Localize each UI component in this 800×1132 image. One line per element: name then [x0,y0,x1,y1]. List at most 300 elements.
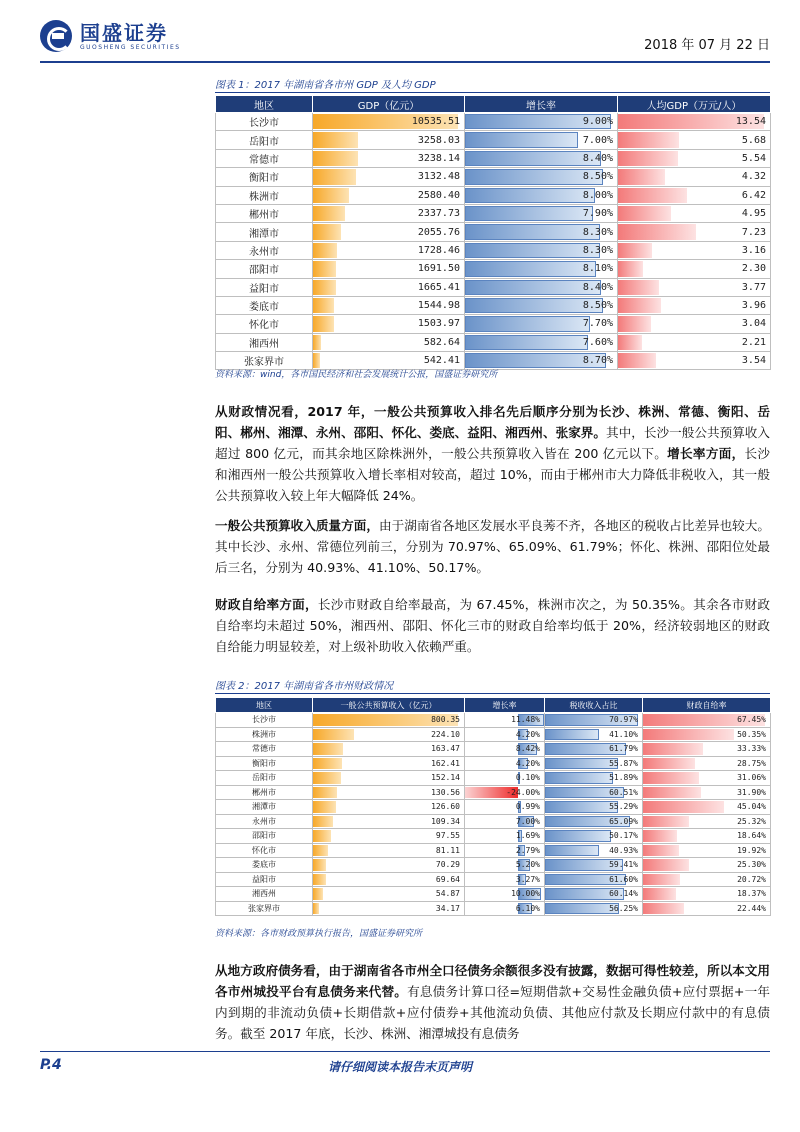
rev-bar [313,903,319,915]
page-number: P.4 [40,1057,62,1073]
rev-value: 109.34 [431,816,460,826]
gdp-cell [313,260,465,278]
rev-cell [313,901,465,916]
rev-cell [313,713,465,728]
growth-value: 0.10% [515,773,540,783]
self-bar [643,743,703,755]
growth-cell [465,872,545,887]
gdp-bar [313,243,337,258]
figure1-table [215,95,771,370]
gdp-cell [313,113,465,131]
region-cell: 株洲市 [216,727,313,742]
self-cell [643,771,771,786]
gdp-bar [313,316,334,331]
self-value: 25.32% [737,816,766,826]
growth-cell [465,771,545,786]
gdp-bar [313,151,358,166]
rev-bar [313,729,354,741]
rev-cell [313,800,465,815]
self-bar [643,903,684,915]
self-cell [643,727,771,742]
region-cell: 湘潭市 [216,223,313,241]
growth-value: 8.70% [582,355,613,367]
rev-cell [313,727,465,742]
pc-bar [618,224,696,239]
growth-value: 1.69% [515,831,540,841]
table-row [216,223,771,241]
pc-value: 5.54 [741,152,766,164]
region-cell: 张家界市 [216,352,313,370]
rev-bar [313,787,337,799]
region-cell: 益阳市 [216,872,313,887]
gdp-bar [313,132,358,147]
pc-value: 6.42 [741,189,766,201]
rev-bar [313,859,326,871]
rev-bar [313,758,342,770]
growth-cell [465,131,618,149]
rev-cell [313,829,465,844]
growth-cell [465,168,618,186]
growth-cell [465,887,545,902]
gdp-cell [313,149,465,167]
self-cell [643,713,771,728]
rev-value: 126.60 [431,802,460,812]
tax-bar [545,772,613,784]
report-date: 2018 年 07 月 22 日 [644,38,770,53]
gdp-value: 1544.98 [417,300,460,312]
pc-cell [618,131,771,149]
region-cell: 湘潭市 [216,800,313,815]
growth-cell [465,713,545,728]
table-row [216,742,771,757]
gdp-bar [313,298,334,313]
pc-value: 13.54 [735,116,766,128]
growth-value: 11.48% [511,715,540,725]
gdp-bar [313,169,356,184]
growth-bar [465,151,601,166]
growth-value: 4.20% [515,729,540,739]
pc-cell [618,149,771,167]
pc-bar [618,243,652,258]
rev-value: 70.29 [435,860,460,870]
pc-bar [618,261,643,276]
header-divider [40,61,770,63]
tax-value: 40.93% [609,845,638,855]
table-row [216,771,771,786]
tax-value: 50.17% [609,831,638,841]
gdp-bar [313,206,345,221]
growth-cell [465,223,618,241]
column-header: GDP（亿元） [313,96,465,113]
self-value: 28.75% [737,758,766,768]
pc-value: 2.21 [741,336,766,348]
growth-cell [465,901,545,916]
growth-value: 8.50% [582,171,613,183]
tax-value: 61.79% [609,744,638,754]
table-row [216,785,771,800]
region-cell: 长沙市 [216,713,313,728]
pc-bar [618,280,659,295]
growth-cell [465,149,618,167]
column-header: 增长率 [465,96,618,113]
gdp-bar [313,224,341,239]
tax-cell [545,756,643,771]
gdp-value: 2055.76 [417,226,460,238]
table-row [216,241,771,259]
gdp-cell [313,186,465,204]
guosheng-logo-icon [40,20,72,52]
rev-bar [313,772,341,784]
self-bar [643,830,677,842]
self-bar [643,874,680,886]
self-bar [643,801,724,813]
growth-value: 2.79% [515,845,540,855]
column-header: 人均GDP（万元/人） [618,96,771,113]
growth-value: 7.70% [582,318,613,330]
pc-bar [618,206,671,221]
growth-cell [465,756,545,771]
self-value: 25.30% [737,860,766,870]
table-row [216,901,771,916]
gdp-value: 1665.41 [417,281,460,293]
gdp-value: 542.41 [423,355,460,367]
gdp-value: 2580.40 [417,189,460,201]
gdp-bar [313,188,349,203]
pc-cell [618,296,771,314]
pc-bar [618,188,687,203]
rev-cell [313,742,465,757]
tax-bar [545,845,599,857]
rev-cell [313,814,465,829]
pc-bar [618,316,651,331]
tax-cell [545,713,643,728]
growth-value: 0.99% [515,802,540,812]
tax-bar [545,758,618,770]
growth-cell [465,785,545,800]
company-name-en: GUOSHENG SECURITIES [80,43,181,51]
rev-cell [313,843,465,858]
self-cell [643,901,771,916]
self-cell [643,858,771,873]
pc-cell [618,260,771,278]
tax-value: 60.51% [609,787,638,797]
column-header: 一般公共预算收入（亿元） [313,698,465,713]
region-cell: 娄底市 [216,858,313,873]
self-bar [643,816,689,828]
growth-value: 9.00% [582,116,613,128]
column-header: 财政自给率 [643,698,771,713]
growth-value: 4.20% [515,758,540,768]
rev-cell [313,858,465,873]
gdp-bar [313,280,336,295]
tax-cell [545,771,643,786]
pc-bar [618,169,665,184]
pc-cell [618,113,771,131]
growth-cell [465,113,618,131]
growth-value: 8.30% [582,244,613,256]
table-row [216,168,771,186]
region-cell: 益阳市 [216,278,313,296]
tax-bar [545,903,619,915]
paragraph-bold-lead: 一般公共预算收入质量方面， [215,518,379,533]
rev-bar [313,743,343,755]
paragraph-bold-lead: 从财政情况看，2017 年，一般公共预算收入排名先后顺序分别为长沙、株洲、常德、衡阳、岳阳、郴州、湘潭、永州、邵阳、怀化、娄底、益阳、湘西州、张家界。 [215,404,770,440]
rev-value: 800.35 [431,715,460,725]
pc-cell [618,223,771,241]
rev-bar [313,845,328,857]
figure2-table [215,697,771,916]
growth-bar [465,261,596,276]
table-header-row [216,698,771,713]
growth-bar [465,280,601,295]
page-header [40,16,770,56]
growth-value: 8.30% [582,226,613,238]
growth-cell [465,296,618,314]
region-cell: 郴州市 [216,204,313,222]
tax-bar [545,830,611,842]
paragraph-revenue-quality [215,515,770,578]
pc-value: 4.32 [741,171,766,183]
tax-bar [545,729,599,741]
tax-cell [545,785,643,800]
figure1-title-divider [215,92,770,93]
growth-bar [465,316,590,331]
tax-cell [545,800,643,815]
table-row [216,131,771,149]
growth-value: 8.42% [515,744,540,754]
self-value: 20.72% [737,874,766,884]
region-cell: 怀化市 [216,315,313,333]
paragraph-text: 长沙市财政自给率最高，为 67.45%，株洲市次之，为 50.35%。其余各市财政自给率均未超过 50%，湘西州、邵阳、怀化三市的财政自给率均低于 20%，经济较弱地区的财政自给能力明显较差，对上级补助收入依赖严重。 [215,597,771,654]
gdp-cell [313,333,465,351]
paragraph-text: 长沙和湘西州一般公共预算收入增长率相对较高，超过 10%，而由于郴州市大力降低非税收入，其一般公共预算收入较上年大幅降低 24%。 [215,446,771,503]
growth-bar [465,335,588,350]
growth-value: 8.40% [582,281,613,293]
paragraph-bold-lead: 增长率方面， [667,446,745,461]
self-value: 19.92% [737,845,766,855]
self-value: 18.37% [737,889,766,899]
self-value: 31.06% [737,773,766,783]
figure2-source: 资料来源：各市财政预算执行报告，国盛证券研究所 [215,929,423,939]
growth-cell [465,858,545,873]
self-cell [643,785,771,800]
growth-bar [465,243,600,258]
tax-value: 56.25% [609,903,638,913]
paragraph-text: 其中，长沙一般公共预算收入超过 800 亿元，而其余地区除株洲外，一般公共预算收入皆在 200 亿元以下。 [215,425,771,461]
table-row [216,260,771,278]
figure1-source: 资料来源：wind，各市国民经济和社会发展统计公报，国盛证券研究所 [215,370,498,380]
tax-value: 51.89% [609,773,638,783]
gdp-cell [313,315,465,333]
table-row [216,315,771,333]
table-row [216,713,771,728]
pc-cell [618,204,771,222]
tax-value: 61.60% [609,874,638,884]
rev-value: 130.56 [431,787,460,797]
table-row [216,278,771,296]
growth-cell [465,333,618,351]
rev-bar [313,874,326,886]
region-cell: 常德市 [216,149,313,167]
growth-value: 7.90% [582,208,613,220]
figure1-title: 图表 1：2017 年湖南省各市州 GDP 及人均 GDP [215,80,436,91]
table-row [216,858,771,873]
company-logo [40,20,181,52]
growth-cell [465,843,545,858]
growth-value: 8.00% [582,189,613,201]
pc-value: 3.96 [741,300,766,312]
self-bar [643,859,689,871]
gdp-value: 1503.97 [417,318,460,330]
growth-bar [465,206,593,221]
paragraph-self-sufficiency [215,594,770,657]
pc-value: 3.77 [741,281,766,293]
growth-value: 8.40% [582,152,613,164]
region-cell: 湘西州 [216,887,313,902]
self-cell [643,829,771,844]
paragraph-text: 有息债务计算口径=短期借款+交易性金融负债+应付票据+一年内到期的非流动负债+长期借款+应付债券+其他流动负债、其他应付款及长期应付款中的有息债务。截至 2017 年底，长沙、株洲、湘潭城投有息债务 [215,984,770,1041]
gdp-value: 1728.46 [417,244,460,256]
gdp-cell [313,168,465,186]
pc-cell [618,241,771,259]
rev-value: 81.11 [435,845,460,855]
region-cell: 郴州市 [216,785,313,800]
paragraph-bold-lead: 从地方政府债务看，由于湖南省各市州全口径债务余额很多没有披露，数据可得性较差，所以本文用各市州城投平台有息债务来代替。 [215,963,770,999]
region-cell: 邵阳市 [216,829,313,844]
growth-cell [465,278,618,296]
column-header: 地区 [216,96,313,113]
figure2-title: 图表 2：2017 年湖南省各市州财政情况 [215,681,394,692]
tax-value: 59.41% [609,860,638,870]
footer-divider [40,1051,770,1052]
self-cell [643,843,771,858]
table-row [216,149,771,167]
column-header: 地区 [216,698,313,713]
footer-disclaimer: 请仔细阅读本报告末页声明 [327,1060,472,1074]
rev-value: 97.55 [435,831,460,841]
tax-cell [545,872,643,887]
tax-cell [545,843,643,858]
tax-value: 65.09% [609,816,638,826]
pc-value: 3.54 [741,355,766,367]
pc-value: 3.04 [741,318,766,330]
region-cell: 邵阳市 [216,260,313,278]
growth-value: 7.00% [515,816,540,826]
rev-cell [313,887,465,902]
growth-bar [465,188,595,203]
growth-cell [465,829,545,844]
pc-bar [618,132,679,147]
self-value: 67.45% [737,715,766,725]
self-cell [643,814,771,829]
pc-bar [618,353,656,368]
region-cell: 岳阳市 [216,771,313,786]
tax-value: 70.97% [609,715,638,725]
self-value: 33.33% [737,744,766,754]
pc-bar [618,298,661,313]
growth-value: 5.20% [515,860,540,870]
growth-cell [465,742,545,757]
gdp-cell [313,131,465,149]
rev-bar [313,801,336,813]
pc-cell [618,352,771,370]
region-cell: 永州市 [216,241,313,259]
pc-bar [618,151,678,166]
paragraph-text: 由于湖南省各地区发展水平良莠不齐，各地区的税收占比差异也较大。其中长沙、永州、常德位列前三，分别为 70.97%、65.09%、61.79%；怀化、株洲、邵阳位处最后三名，分别为 40.93%、41.10%、50.17%。 [215,518,771,575]
self-cell [643,742,771,757]
table-header-row [216,96,771,113]
figure2-title-divider [215,693,770,694]
tax-cell [545,727,643,742]
pc-cell [618,278,771,296]
table-row [216,800,771,815]
self-bar [643,758,695,770]
gdp-cell [313,204,465,222]
table-row [216,814,771,829]
growth-cell [465,727,545,742]
rev-value: 162.41 [431,758,460,768]
rev-cell [313,771,465,786]
region-cell: 娄底市 [216,296,313,314]
table-row [216,887,771,902]
pc-cell [618,315,771,333]
gdp-value: 2337.73 [417,208,460,220]
region-cell: 衡阳市 [216,756,313,771]
rev-value: 152.14 [431,773,460,783]
self-value: 50.35% [737,729,766,739]
growth-cell [465,315,618,333]
table-row [216,843,771,858]
paragraph-fiscal-overview [215,401,770,506]
gdp-value: 582.64 [423,336,460,348]
growth-value: -24.00% [506,787,540,797]
gdp-value: 3238.14 [417,152,460,164]
self-value: 31.90% [737,787,766,797]
tax-cell [545,858,643,873]
rev-cell [313,785,465,800]
self-value: 45.04% [737,802,766,812]
growth-bar [465,132,578,147]
growth-cell [465,204,618,222]
table-row [216,333,771,351]
growth-value: 7.00% [582,134,613,146]
rev-value: 54.87 [435,889,460,899]
self-bar [643,845,679,857]
gdp-cell [313,223,465,241]
gdp-value: 1691.50 [417,263,460,275]
growth-bar [465,224,600,239]
region-cell: 张家界市 [216,901,313,916]
rev-cell [313,872,465,887]
tax-value: 41.10% [609,729,638,739]
self-bar [643,888,676,900]
region-cell: 常德市 [216,742,313,757]
self-cell [643,800,771,815]
tax-bar [545,801,618,813]
self-bar [643,787,701,799]
pc-value: 7.23 [741,226,766,238]
gdp-bar [313,261,336,276]
table-row [216,296,771,314]
rev-value: 224.10 [431,729,460,739]
region-cell: 株洲市 [216,186,313,204]
region-cell: 衡阳市 [216,168,313,186]
company-name-cn: 国盛证券 [80,20,168,45]
tax-cell [545,742,643,757]
pc-cell [618,333,771,351]
rev-value: 163.47 [431,744,460,754]
tax-value: 60.14% [609,889,638,899]
